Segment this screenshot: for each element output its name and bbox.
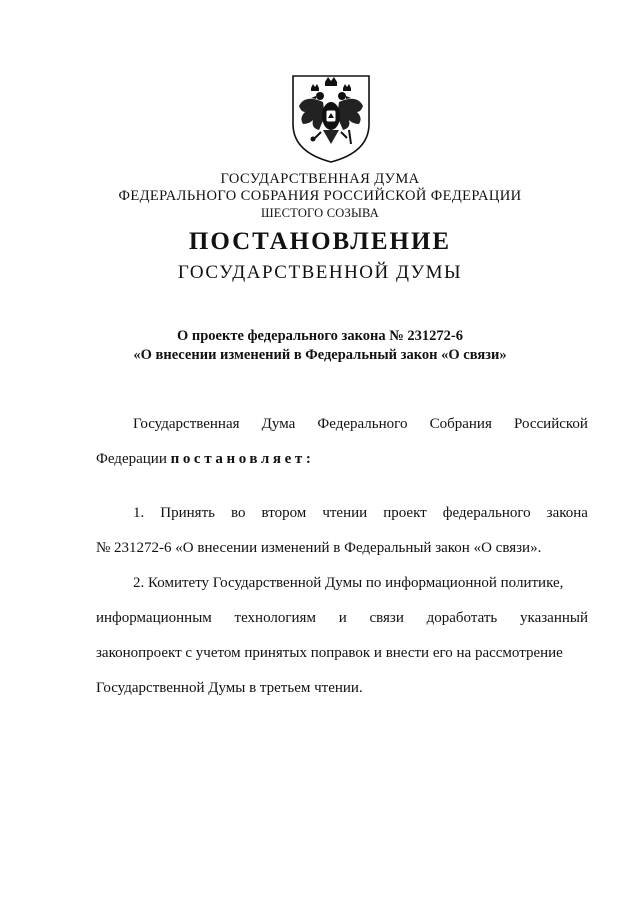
header-duma: ГОСУДАРСТВЕННАЯ ДУМА [220, 171, 420, 187]
word: связи [369, 610, 404, 626]
item1-line-2: № 231272-6 «О внесении изменений в Федеральный закон «О связи». [96, 540, 542, 556]
subject-line-1: О проекте федерального закона № 231272-6 [176, 328, 464, 344]
word: Дума [261, 416, 296, 432]
word: доработать [426, 610, 498, 626]
word: чтении [322, 505, 368, 521]
word: Федерального [317, 416, 408, 432]
resolves-word: постановляет: [170, 451, 315, 467]
word: Российской [514, 416, 588, 432]
word: информационным [96, 610, 212, 626]
word: Государственная [133, 416, 240, 432]
item2-line-4: Государственной Думы в третьем чтении. [96, 680, 363, 696]
item2-line-1: 2. Комитету Государственной Думы по информационной политике, [133, 575, 564, 591]
document-subtitle: ГОСУДАРСТВЕННОЙ ДУМЫ [177, 262, 463, 283]
word: 1. [133, 505, 145, 521]
subject-line-2: «О внесении изменений в Федеральный закон «О связи» [133, 347, 507, 363]
word: во [231, 505, 246, 521]
item1-line-1 [133, 505, 588, 522]
header-convocation: ШЕСТОГО СОЗЫВА [260, 206, 380, 220]
word: указанный [520, 610, 588, 626]
word: Собрания [429, 416, 492, 432]
preamble-line-2 [96, 451, 314, 468]
item2-line-3: законопроект с учетом принятых поправок и внести его на рассмотрение [96, 645, 563, 661]
word: технологиям [234, 610, 316, 626]
preamble-federation: Федерации [96, 451, 167, 467]
word: проект [383, 505, 427, 521]
word: Принять [160, 505, 215, 521]
header-federal-assembly: ФЕДЕРАЛЬНОГО СОБРАНИЯ РОССИЙСКОЙ ФЕДЕРАЦИИ [118, 188, 522, 204]
word: втором [261, 505, 307, 521]
word: и [338, 610, 347, 626]
item2-line-2 [96, 610, 588, 627]
document-title: ПОСТАНОВЛЕНИЕ [188, 228, 452, 255]
word: федерального [442, 505, 531, 521]
word: закона [546, 505, 588, 521]
preamble-line-1 [133, 416, 588, 433]
coat-of-arms-icon [287, 72, 375, 164]
